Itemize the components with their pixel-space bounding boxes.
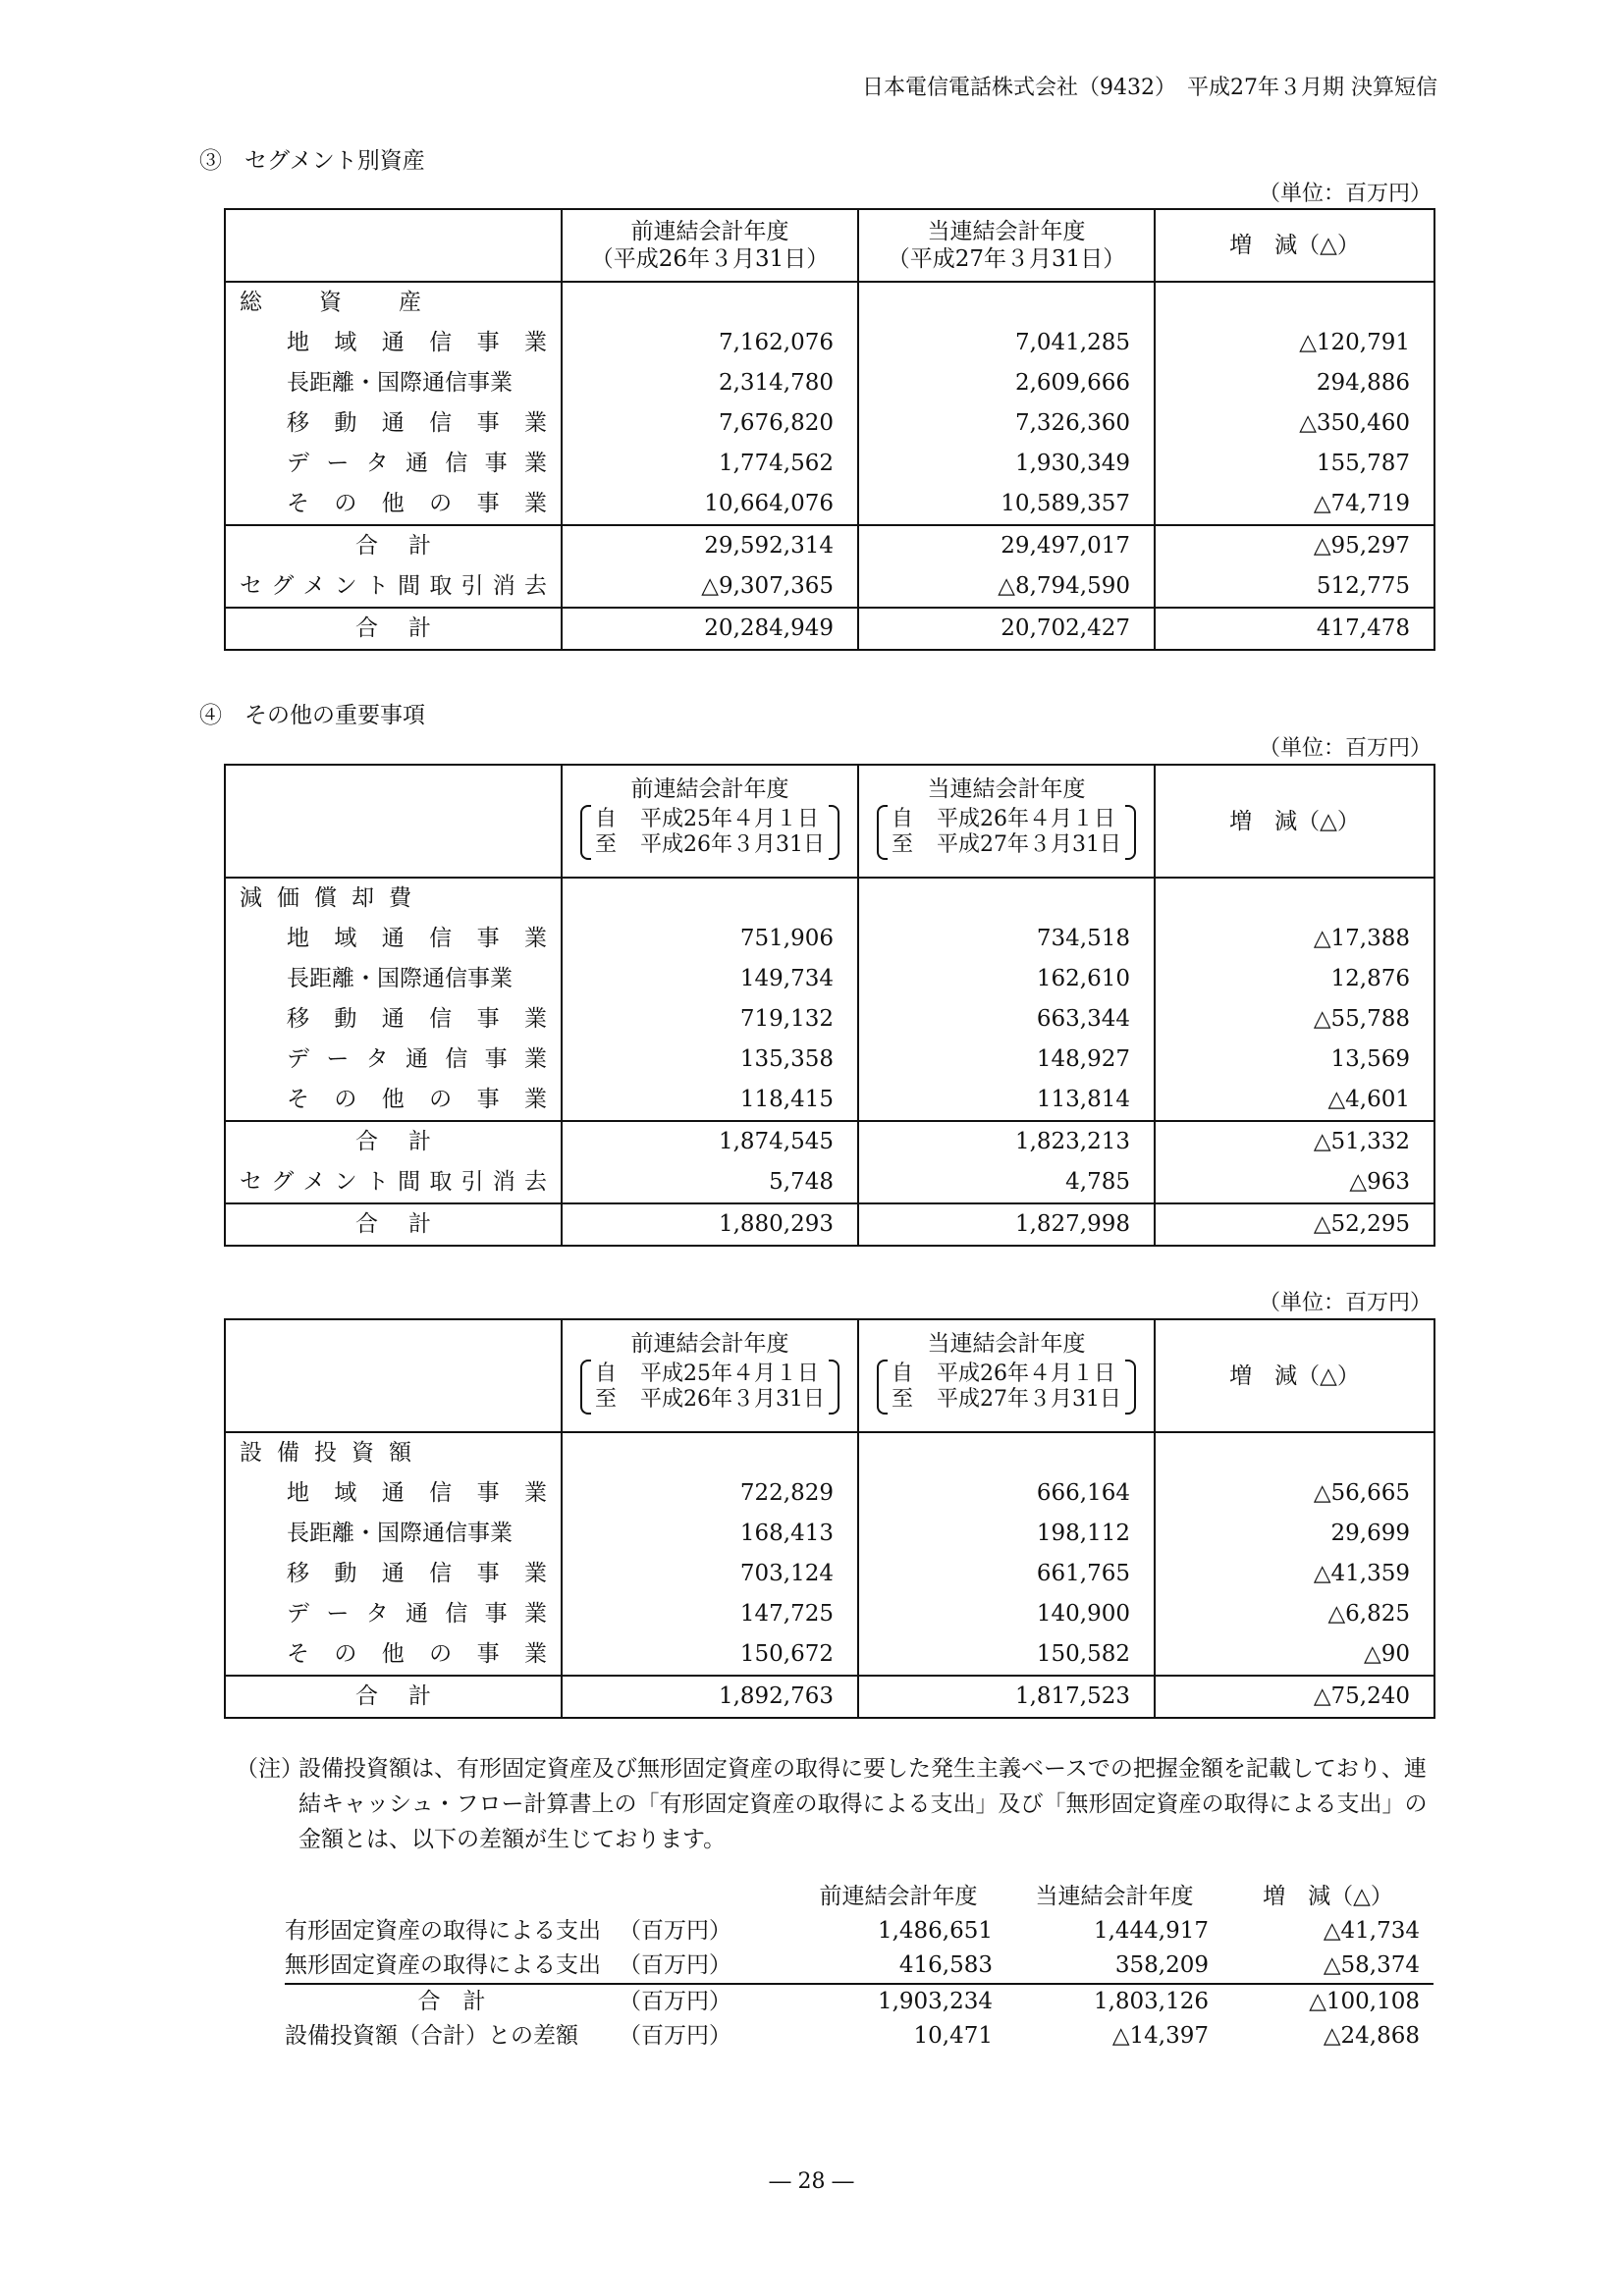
cell-diff: △41,359 [1155,1554,1434,1594]
cell-diff: △4,601 [1155,1080,1434,1121]
cell-diff: △41,734 [1323,1918,1420,1944]
cell-diff: △51,332 [1155,1121,1434,1162]
header-blank [285,1880,619,1914]
header-row [285,1880,1434,1914]
row-label: 無形固定資産の取得による支出 [285,1952,601,1978]
cell-curr: 1,827,998 [858,1203,1155,1246]
row-label: 設 備 投 資 額 [225,1432,562,1473]
col-change: 増 減（△） [1155,1319,1434,1432]
cell-diff: △17,388 [1155,919,1434,959]
capex-body [225,1432,1434,1718]
cell-curr: 661,765 [858,1554,1155,1594]
gap-row [285,2019,1434,2054]
table-row [225,1634,1434,1676]
row-label: 合 計 [285,1984,619,2019]
cell-prev: 20,284,949 [562,608,858,650]
header-blank [225,1319,562,1432]
cell-prev: 1,880,293 [562,1203,858,1246]
capex-note [236,1751,1435,1857]
cell-diff: 13,569 [1155,1040,1434,1080]
cell-prev: 149,734 [562,959,858,999]
cell-curr: 1,803,126 [1006,1984,1222,2019]
cell-curr: 1,817,523 [858,1676,1155,1718]
table-row [225,403,1434,444]
cell-prev: 1,892,763 [562,1676,858,1718]
table-row [225,323,1434,363]
cell-prev: 10,471 [913,2023,993,2049]
cell-prev: 135,358 [562,1040,858,1080]
cell-curr: 1,930,349 [858,444,1155,484]
row-label: 合 計 [225,1121,562,1162]
cell-curr: 7,041,285 [858,323,1155,363]
cell-prev: 2,314,780 [562,363,858,403]
cell-diff: △120,791 [1155,323,1434,363]
cell-prev: 7,676,820 [562,403,858,444]
col-prev-year: 前連結会計年度 自 平成25年４月１日 至 平成26年３月31日 [562,765,858,878]
header-blank [619,1880,790,1914]
cell-diff: △24,868 [1323,2023,1420,2049]
subtotal-row [225,525,1434,566]
cell-prev: 118,415 [562,1080,858,1121]
row-label: 長距離・国際通信事業 [225,1514,562,1554]
row-label: デ ー タ 通 信 事 業 [225,444,562,484]
cell-prev: 168,413 [562,1514,858,1554]
cell-prev [562,1432,858,1473]
total-row [285,1984,1434,2019]
cell-curr: △8,794,590 [858,566,1155,608]
row-label: 設備投資額（合計）との差額 [285,2023,578,2049]
cell-prev: 150,672 [562,1634,858,1676]
row-label: そ の 他 の 事 業 [225,1634,562,1676]
total-row [225,608,1434,650]
cell-prev: △9,307,365 [562,566,858,608]
elimination-row [225,566,1434,608]
cell-prev: 1,774,562 [562,444,858,484]
segment-assets-table [224,208,1435,651]
row-label: 地 域 通 信 事 業 [225,323,562,363]
col-curr-year: 当連結会計年度 自 平成26年４月１日 至 平成27年３月31日 [858,765,1155,878]
cell-prev: 147,725 [562,1594,858,1634]
cell-curr: 162,610 [858,959,1155,999]
table-row [225,959,1434,999]
row-label: デ ー タ 通 信 事 業 [225,1594,562,1634]
segment-assets-body [225,282,1434,650]
col-header: 当連結会計年度 [1035,1884,1194,1909]
cell-curr: △14,397 [1111,2023,1209,2049]
row-label: 合 計 [225,525,562,566]
row-label: 地 域 通 信 事 業 [225,1473,562,1514]
row-label: そ の 他 の 事 業 [225,484,562,525]
row-label: デ ー タ 通 信 事 業 [225,1040,562,1080]
table-row [285,1914,1434,1949]
cell-prev: 416,583 [898,1952,993,1978]
table-row [225,999,1434,1040]
cell-curr: 666,164 [858,1473,1155,1514]
cell-prev: 29,592,314 [562,525,858,566]
cell-diff: △58,374 [1323,1952,1420,1978]
col-curr-year: 当連結会計年度 （平成27年３月31日） [858,209,1155,282]
cell-curr: 1,823,213 [858,1121,1155,1162]
depreciation-table [224,764,1435,1247]
cell-curr: 2,609,666 [858,363,1155,403]
row-label: セ グ メ ン ト 間 取 引 消 去 [225,1162,562,1203]
cell-diff: △350,460 [1155,403,1434,444]
cell-curr [858,1432,1155,1473]
cell-curr: 29,497,017 [858,525,1155,566]
row-label: 地 域 通 信 事 業 [225,919,562,959]
depreciation-body [225,878,1434,1246]
row-label: 合 計 [225,1203,562,1246]
table-row [225,1554,1434,1594]
cell-curr: 150,582 [858,1634,1155,1676]
total-row [225,1203,1434,1246]
capex-difference-table [285,1880,1434,2054]
cell-curr: 358,209 [1114,1952,1209,1978]
cell-diff: 512,775 [1155,566,1434,608]
cell-diff: 12,876 [1155,959,1434,999]
capex-table [224,1318,1435,1719]
cell-diff: △52,295 [1155,1203,1434,1246]
cell-prev: 722,829 [562,1473,858,1514]
row-unit: （百万円） [619,1918,731,1944]
cell-diff: 294,886 [1155,363,1434,403]
cell-diff [1155,878,1434,919]
row-label: 長距離・国際通信事業 [225,363,562,403]
capex-difference-body [285,1880,1434,2054]
cell-diff: △56,665 [1155,1473,1434,1514]
cell-diff: △75,240 [1155,1676,1434,1718]
group-heading-row [225,1432,1434,1473]
col-header: 前連結会計年度 [819,1884,978,1909]
row-label: 有形固定資産の取得による支出 [285,1918,601,1944]
row-label: 合 計 [225,1676,562,1718]
cell-curr: 198,112 [858,1514,1155,1554]
header-blank [225,765,562,878]
cell-curr: 20,702,427 [858,608,1155,650]
cell-diff: △90 [1155,1634,1434,1676]
cell-diff: △55,788 [1155,999,1434,1040]
subtotal-row [225,1121,1434,1162]
row-label: 合 計 [225,608,562,650]
unit-label: （単位：百万円） [1258,182,1432,206]
cell-curr: 4,785 [858,1162,1155,1203]
cell-curr [858,282,1155,323]
row-label: 移 動 通 信 事 業 [225,1554,562,1594]
col-prev-year: 前連結会計年度 自 平成25年４月１日 至 平成26年３月31日 [562,1319,858,1432]
section-title-segment-assets: ③ セグメント別資産 [199,148,425,174]
table-row [225,1514,1434,1554]
row-label: 移 動 通 信 事 業 [225,403,562,444]
note-mark: （注） [236,1756,303,1782]
col-prev-year: 前連結会計年度 （平成26年３月31日） [562,209,858,282]
col-curr-year: 当連結会計年度 自 平成26年４月１日 至 平成27年３月31日 [858,1319,1155,1432]
cell-diff: △95,297 [1155,525,1434,566]
cell-diff [1155,282,1434,323]
cell-diff [1155,1432,1434,1473]
cell-curr: 10,589,357 [858,484,1155,525]
cell-diff: 29,699 [1155,1514,1434,1554]
table-row [225,1080,1434,1121]
elimination-row [225,1162,1434,1203]
table-row [225,444,1434,484]
cell-prev: 7,162,076 [562,323,858,363]
row-label: 減 価 償 却 費 [225,878,562,919]
unit-label: （単位：百万円） [1258,1291,1432,1315]
row-unit: （百万円） [619,2023,731,2049]
cell-curr: 1,444,917 [1093,1918,1209,1944]
cell-prev [562,282,858,323]
row-unit: （百万円） [619,1984,790,2019]
cell-prev [562,878,858,919]
cell-prev: 719,132 [562,999,858,1040]
table-row [285,1949,1434,1984]
cell-curr: 140,900 [858,1594,1155,1634]
document-header: 日本電信電話株式会社（9432） 平成27年３月期 決算短信 [862,76,1437,100]
cell-curr: 663,344 [858,999,1155,1040]
cell-diff: 417,478 [1155,608,1434,650]
col-header: 増 減（△） [1263,1884,1393,1909]
cell-curr: 113,814 [858,1080,1155,1121]
note-text: 設備投資額は、有形固定資産及び無形固定資産の取得に要した発生主義ベースでの把握金額を記載しており、連結キャッシュ・フロー計算書上の「有形固定資産の取得による支出」及び「無形固定資産の取得による支出」の金額とは、以下の差額が生じております。 [298,1756,1428,1852]
col-change: 増 減（△） [1155,765,1434,878]
row-label: そ の 他 の 事 業 [225,1080,562,1121]
cell-diff: △6,825 [1155,1594,1434,1634]
group-heading-row [225,878,1434,919]
cell-prev: 10,664,076 [562,484,858,525]
table-row [225,484,1434,525]
page-number: ― 28 ― [769,2169,854,2194]
cell-prev: 5,748 [562,1162,858,1203]
table-row [225,1040,1434,1080]
table-row [225,1473,1434,1514]
header-blank [225,209,562,282]
cell-prev: 1,874,545 [562,1121,858,1162]
total-row [225,1676,1434,1718]
row-label: 総 資 産 [225,282,562,323]
cell-curr: 7,326,360 [858,403,1155,444]
table-row [225,919,1434,959]
cell-prev: 751,906 [562,919,858,959]
row-label: セ グ メ ン ト 間 取 引 消 去 [225,566,562,608]
section-title-other-items: ④ その他の重要事項 [199,703,425,728]
cell-curr: 148,927 [858,1040,1155,1080]
col-change: 増 減（△） [1155,209,1434,282]
cell-prev: 1,486,651 [877,1918,993,1944]
cell-curr [858,878,1155,919]
cell-curr: 734,518 [858,919,1155,959]
cell-diff: △100,108 [1222,1984,1434,2019]
table-row [225,363,1434,403]
cell-prev: 1,903,234 [790,1984,1006,2019]
row-label: 移 動 通 信 事 業 [225,999,562,1040]
table-row [225,1594,1434,1634]
group-heading-row [225,282,1434,323]
cell-diff: △74,719 [1155,484,1434,525]
row-label: 長距離・国際通信事業 [225,959,562,999]
row-unit: （百万円） [619,1952,731,1978]
cell-diff: △963 [1155,1162,1434,1203]
unit-label: （単位：百万円） [1258,736,1432,761]
cell-diff: 155,787 [1155,444,1434,484]
cell-prev: 703,124 [562,1554,858,1594]
